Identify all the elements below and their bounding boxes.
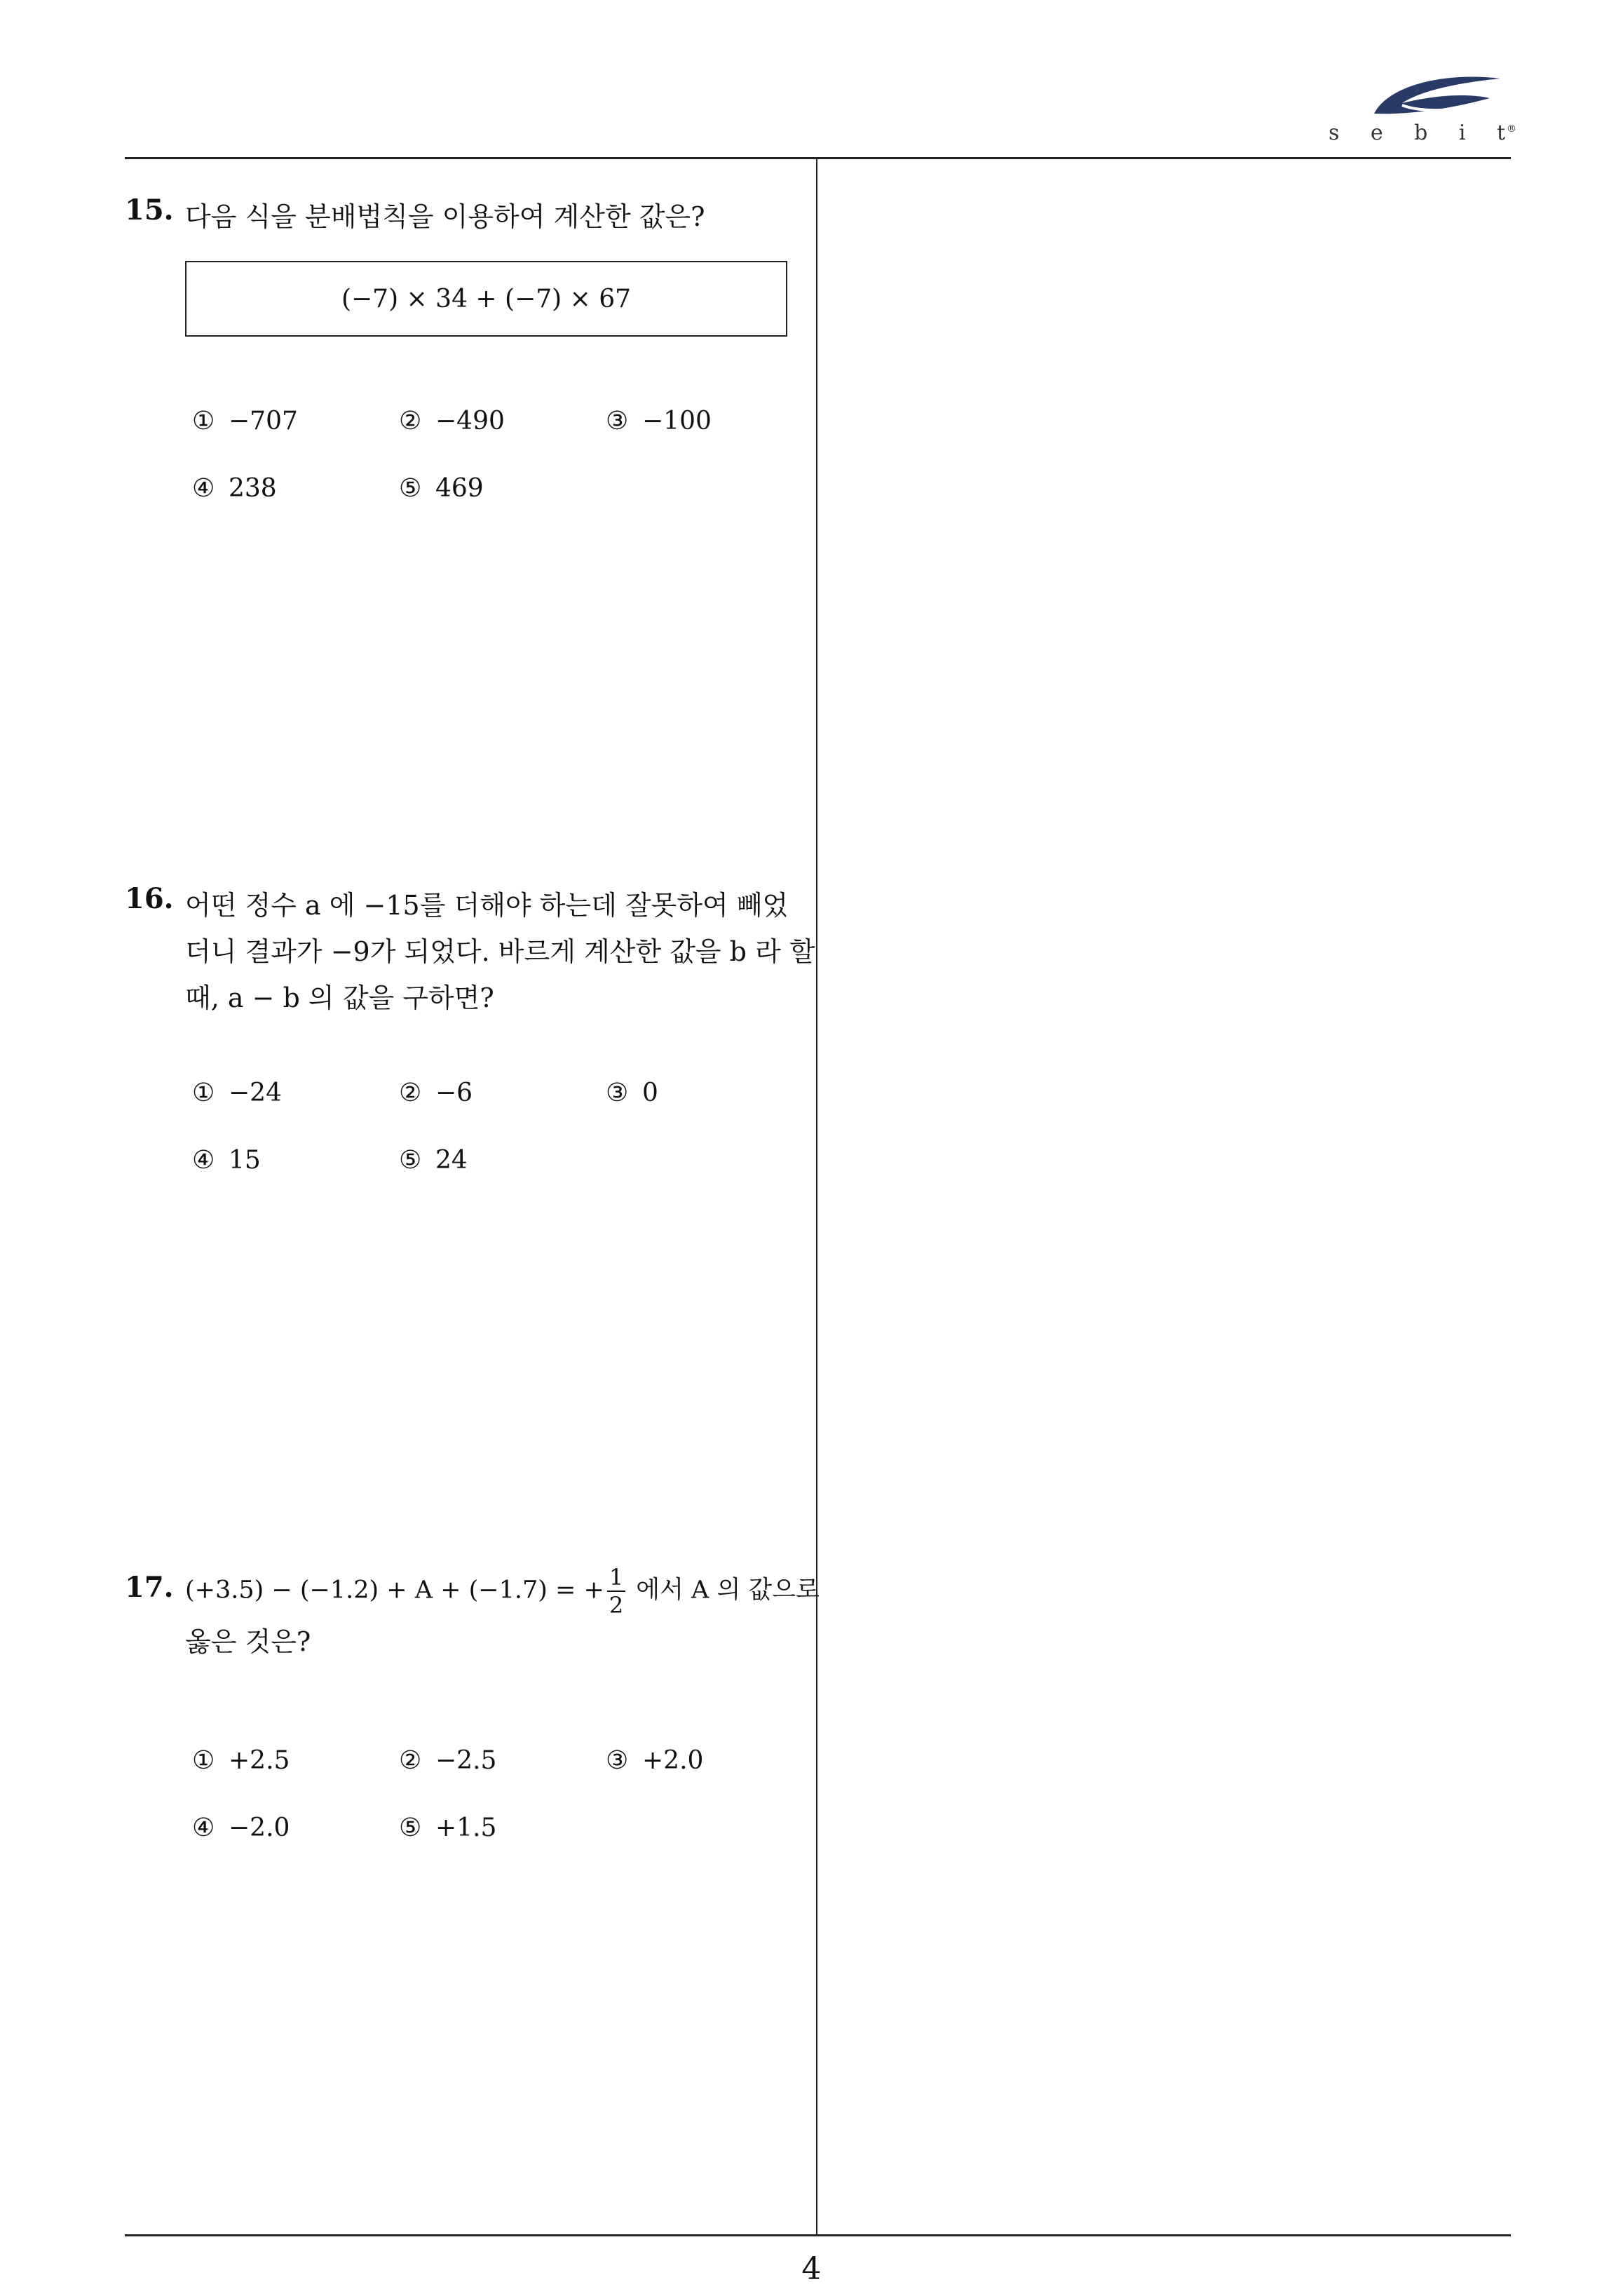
column-divider (816, 159, 817, 2235)
question-16 (125, 882, 815, 1175)
header-rule (125, 157, 1511, 159)
question-15 (125, 194, 808, 503)
formula: (−7) × 34 + (−7) × 67 (341, 284, 632, 313)
footer-rule (125, 2234, 1511, 2236)
fraction-one-half: $\frac{1}{2}$ (607, 1564, 625, 1619)
choice-3[interactable]: ③ −100 (606, 407, 712, 435)
question-stem: 어떤 정수 a 에 −15를 더해야 하는데 잘못하여 빼었 더니 결과가 −9가 되었다. 바르게 계산한 값을 b 라 할 때, a − b 의 값을 구하면? (185, 890, 815, 1013)
logo-wordmark: s e b i t® (1329, 121, 1518, 145)
choice-2[interactable]: ② −490 (399, 407, 505, 435)
choice-3[interactable]: ③ 0 (606, 1079, 658, 1107)
choice-1[interactable]: ① −24 (192, 1079, 282, 1107)
question-number: 16. (125, 882, 174, 915)
logo-swoosh-icon (1374, 76, 1500, 114)
choice-4[interactable]: ④ 238 (192, 474, 277, 503)
page-number: 4 (801, 2251, 822, 2287)
question-stem: (+3.5) − (−1.2) + A + (−1.7) = + $\frac{1}{2}$ 에서 A 의 값으로 옳은 것은? (185, 1564, 820, 1657)
choice-5[interactable]: ⑤ +1.5 (399, 1814, 497, 1842)
question-number: 17. (125, 1571, 174, 1604)
question-number: 15. (125, 194, 174, 227)
choice-5[interactable]: ⑤ 24 (399, 1146, 468, 1175)
choice-2[interactable]: ② −6 (399, 1079, 473, 1107)
choice-2[interactable]: ② −2.5 (399, 1746, 497, 1775)
choice-3[interactable]: ③ +2.0 (606, 1746, 704, 1775)
choice-4[interactable]: ④ 15 (192, 1146, 261, 1175)
question-stem: 다음 식을 분배법칙을 이용하여 계산한 값은? (185, 201, 705, 232)
choice-5[interactable]: ⑤ 469 (399, 474, 484, 503)
choice-1[interactable]: ① +2.5 (192, 1746, 290, 1775)
question-17 (125, 1564, 820, 1842)
choice-1[interactable]: ① −707 (192, 407, 298, 435)
choice-4[interactable]: ④ −2.0 (192, 1814, 290, 1842)
formula-box (185, 261, 787, 337)
